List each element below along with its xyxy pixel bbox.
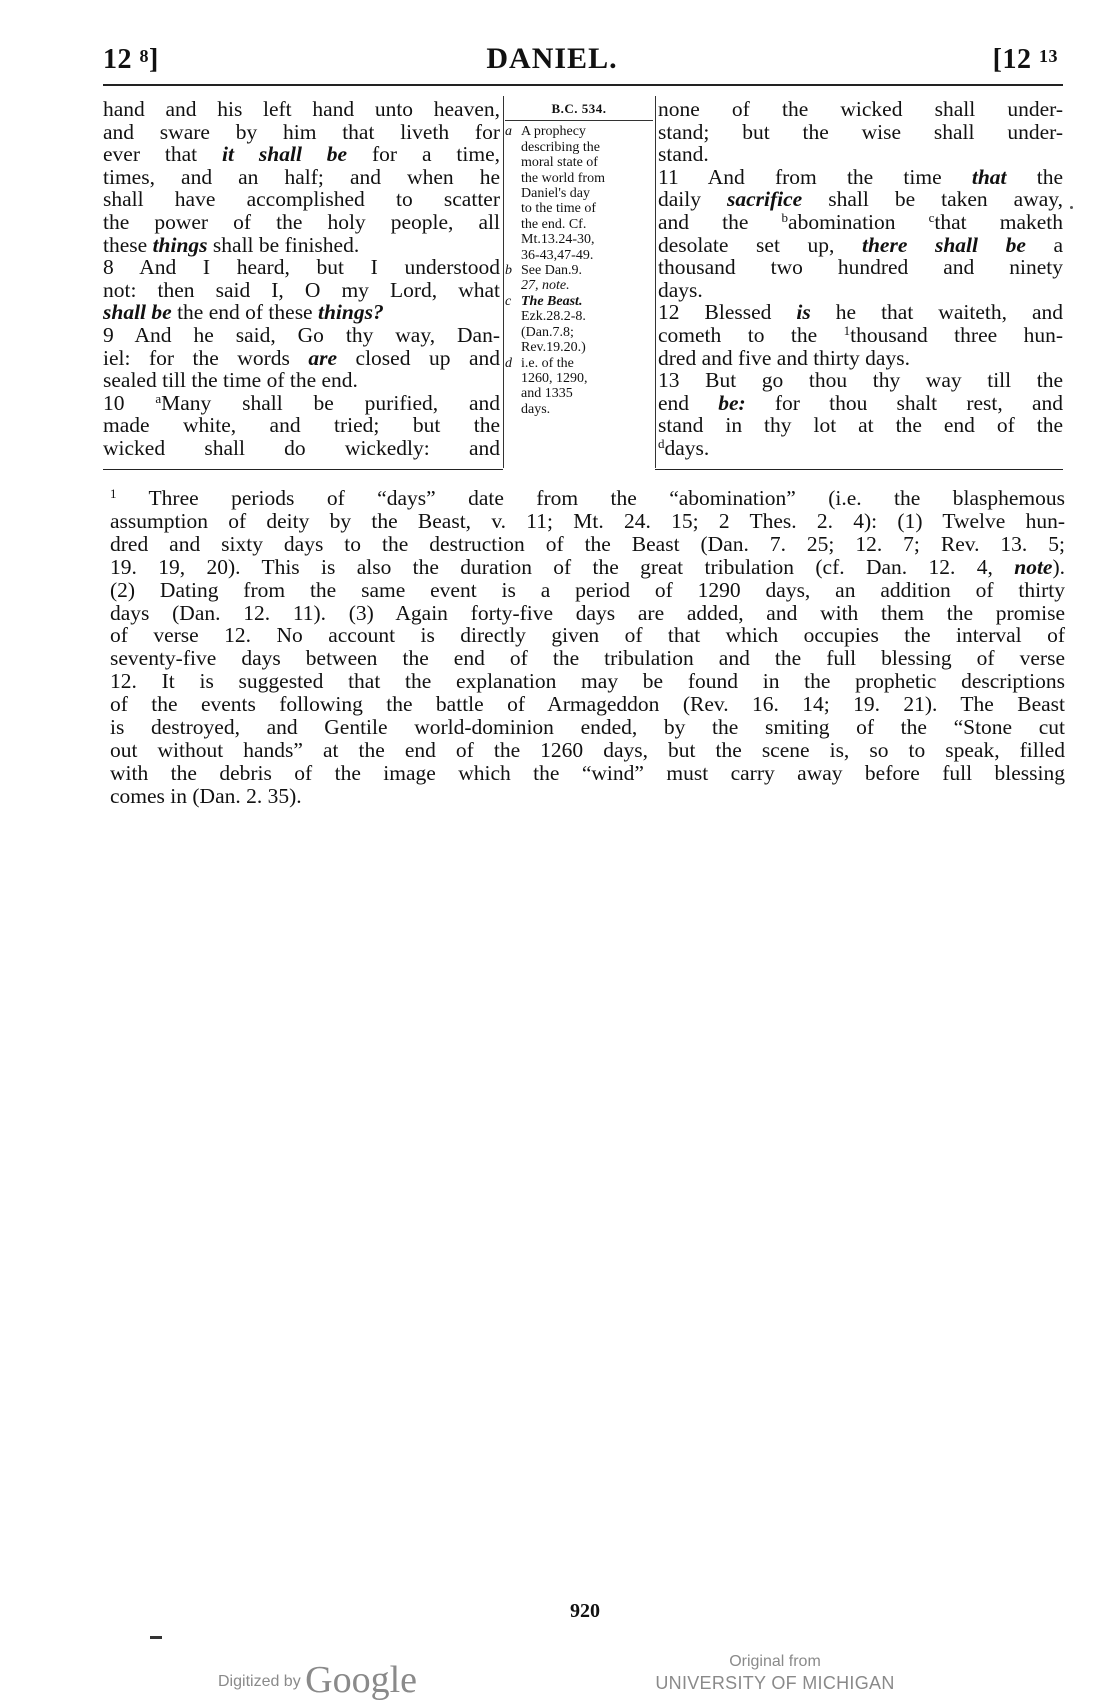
text-line: stand in thy lot at the end of the bbox=[658, 413, 1063, 438]
column-divider-left bbox=[503, 96, 504, 468]
scan-dot bbox=[1070, 206, 1073, 209]
verse-10-line: 10 $^a$Many shall be purified, and bbox=[103, 390, 500, 415]
note-line: describing the bbox=[521, 139, 600, 155]
running-head-title: DANIEL. bbox=[486, 42, 618, 75]
text-line: hand and his left hand unto heaven, bbox=[103, 97, 500, 121]
text-line: not: then said I, O my Lord, what bbox=[103, 277, 500, 302]
text-line: made white, and tried; but the bbox=[103, 413, 500, 438]
note-line: 27, note. bbox=[521, 278, 570, 294]
footnote-number: 1 bbox=[110, 486, 117, 501]
margin-notes bbox=[505, 98, 653, 417]
note-marker: c bbox=[505, 293, 512, 309]
note-line: 1260, 1290, bbox=[521, 370, 588, 386]
text-line: stand; but the wise shall under- bbox=[658, 119, 1063, 144]
digitized-by-watermark bbox=[218, 1658, 417, 1702]
text-line: $^d$days. bbox=[658, 435, 710, 460]
scan-mark bbox=[150, 1636, 162, 1639]
text-line: desolate set up, there shall be a bbox=[658, 232, 1064, 257]
footnote-line: out without hands” at the end of the 1260 days, but the scene is, so to speak, filled bbox=[110, 737, 1065, 762]
cross-reference-marker[interactable]: c bbox=[928, 209, 935, 225]
text-line: none of the wicked shall under- bbox=[658, 97, 1063, 121]
cross-reference-marker[interactable]: a bbox=[155, 390, 162, 406]
note-link[interactable]: 36-43,47-49. bbox=[521, 247, 594, 263]
text-line: sealed till the time of the end. bbox=[103, 368, 358, 393]
text-line: these things shall be finished. bbox=[103, 232, 360, 257]
text-line: times, and an half; and when he bbox=[103, 164, 500, 189]
text-line: end be: for thou shalt rest, and bbox=[658, 390, 1063, 415]
note-link[interactable]: (Dan.7.8; bbox=[521, 324, 574, 340]
text-line: shall be the end of these things? bbox=[103, 300, 384, 325]
university-label: UNIVERSITY OF MICHIGAN bbox=[655, 1673, 895, 1693]
footnote-line: of verse 12. No account is directly given of that which occupies the interval of bbox=[110, 623, 1065, 648]
page-number: 920 bbox=[570, 1600, 600, 1622]
column-divider-right bbox=[655, 96, 656, 468]
text-line: the power of the holy people, all bbox=[103, 209, 500, 234]
footnote-line: is destroyed, and Gentile world-dominion ended, by the smiting of the “Stone cut bbox=[110, 715, 1065, 740]
note-link[interactable]: See Dan.9. bbox=[521, 263, 583, 279]
footnote-line: assumption of deity by the Beast, v. 11; Mt. 24. 15; 2 Thes. 2. 4): (1) Twelve hun- bbox=[110, 508, 1065, 533]
digitized-label: Digitized by bbox=[218, 1673, 301, 1690]
text-line: shall have accomplished to scatter bbox=[103, 187, 500, 212]
text-line: dred and five and thirty days. bbox=[658, 345, 910, 370]
text-line: iel: for the words are closed up and bbox=[103, 345, 500, 370]
footnote-line: of the events following the battle of Armageddon (Rev. 16. 14; 19. 21). The Beast bbox=[110, 692, 1065, 717]
footnote-line: 19. 19, 20). This is also the duration of the great tribulation (cf. Dan. 12. 4, note). bbox=[110, 554, 1066, 579]
cross-reference-marker[interactable]: d bbox=[658, 435, 665, 451]
footnote-line: comes in (Dan. 2. 35). bbox=[110, 783, 302, 808]
text-line: thousand two hundred and ninety bbox=[658, 255, 1063, 280]
note-link[interactable]: Ezk.28.2-8. bbox=[521, 309, 586, 325]
footnote-rule-left bbox=[103, 469, 503, 470]
note-line: the world from bbox=[521, 170, 605, 186]
original-from-label: Original from bbox=[729, 1653, 821, 1670]
footnote-line: (2) Dating from the same event is a period of 1290 days, an addition of thirty bbox=[110, 577, 1065, 602]
footnote bbox=[110, 487, 1065, 808]
google-logo: Google bbox=[305, 1659, 418, 1701]
note-line: days. bbox=[521, 401, 551, 417]
note-line: the end. Cf. bbox=[521, 216, 587, 232]
text-line: days. bbox=[658, 277, 703, 302]
text-line: ever that it shall be for a time, bbox=[103, 142, 501, 167]
original-from-watermark bbox=[610, 1652, 940, 1694]
date-note: B.C. 534. bbox=[505, 101, 653, 121]
cross-reference-marker[interactable]: b bbox=[781, 209, 789, 225]
verse-8-line: 8 And I heard, but I understood bbox=[103, 255, 500, 280]
footnote-marker[interactable]: 1 bbox=[843, 322, 851, 338]
margin-note-c: c The Beast. bbox=[505, 293, 583, 309]
margin-note-b bbox=[505, 263, 653, 278]
footnote-rule-right bbox=[655, 469, 1063, 470]
note-marker: a bbox=[505, 124, 512, 140]
footnote-line: dred and sixty days to the destruction of the Beast (Dan. 7. 25; 12. 7; Rev. 13. 5; bbox=[110, 531, 1065, 556]
footnote-line: 12. It is suggested that the explanation may be found in the prophetic descriptions bbox=[110, 669, 1065, 694]
verse-12-line: 12 Blessed is he that waiteth, and bbox=[658, 300, 1064, 325]
text-line: cometh to the $^1$thousand three hun- bbox=[658, 322, 1064, 347]
verse-11-line: 11 And from the time that the bbox=[658, 164, 1064, 189]
note-line: to the time of bbox=[521, 201, 597, 217]
note-line: moral state of bbox=[521, 155, 598, 171]
text-line: and sware by him that liveth for bbox=[103, 119, 500, 144]
note-link[interactable]: Mt.13.24-30, bbox=[521, 232, 595, 248]
verse-9-line: 9 And he said, Go thy way, Dan- bbox=[103, 322, 500, 347]
footnote-line: with the debris of the image which the “wind” must carry away before full blessing bbox=[110, 760, 1065, 785]
footnote-line: $^1$ Three periods of “days” date from the “abomination” (i.e. the blasphemous bbox=[110, 486, 1065, 510]
right-text-column bbox=[658, 98, 1063, 460]
text-line: stand. bbox=[658, 142, 709, 167]
text-line: wicked shall do wickedly: and bbox=[103, 435, 500, 460]
text-line: daily sacrifice shall be taken away, bbox=[658, 187, 1063, 212]
margin-note-a: a A prophecy bbox=[505, 124, 586, 140]
margin-note-d: d i.e. of the bbox=[505, 355, 574, 371]
verse-13-line: 13 But go thou thy way till the bbox=[658, 368, 1063, 393]
note-marker: d bbox=[505, 355, 512, 371]
text-line: and the $^b$abomination $^c$that maketh bbox=[658, 209, 1064, 234]
running-head-right: [12 $^{13}$ bbox=[992, 44, 1058, 75]
running-head-left: 12 $^8$] bbox=[103, 44, 159, 75]
note-link[interactable]: Rev.19.20.) bbox=[521, 340, 586, 356]
note-marker: b bbox=[505, 263, 512, 279]
footnote-line: seventy-five days between the end of the tribulation and the full blessing of verse bbox=[110, 646, 1065, 671]
footnote-line: days (Dan. 12. 11). (3) Again forty-five days are added, and with them the promise bbox=[110, 600, 1065, 625]
note-line: Daniel's day bbox=[521, 186, 591, 202]
header-rule bbox=[103, 84, 1063, 86]
note-line: and 1335 bbox=[521, 386, 573, 402]
left-text-column bbox=[103, 98, 500, 460]
